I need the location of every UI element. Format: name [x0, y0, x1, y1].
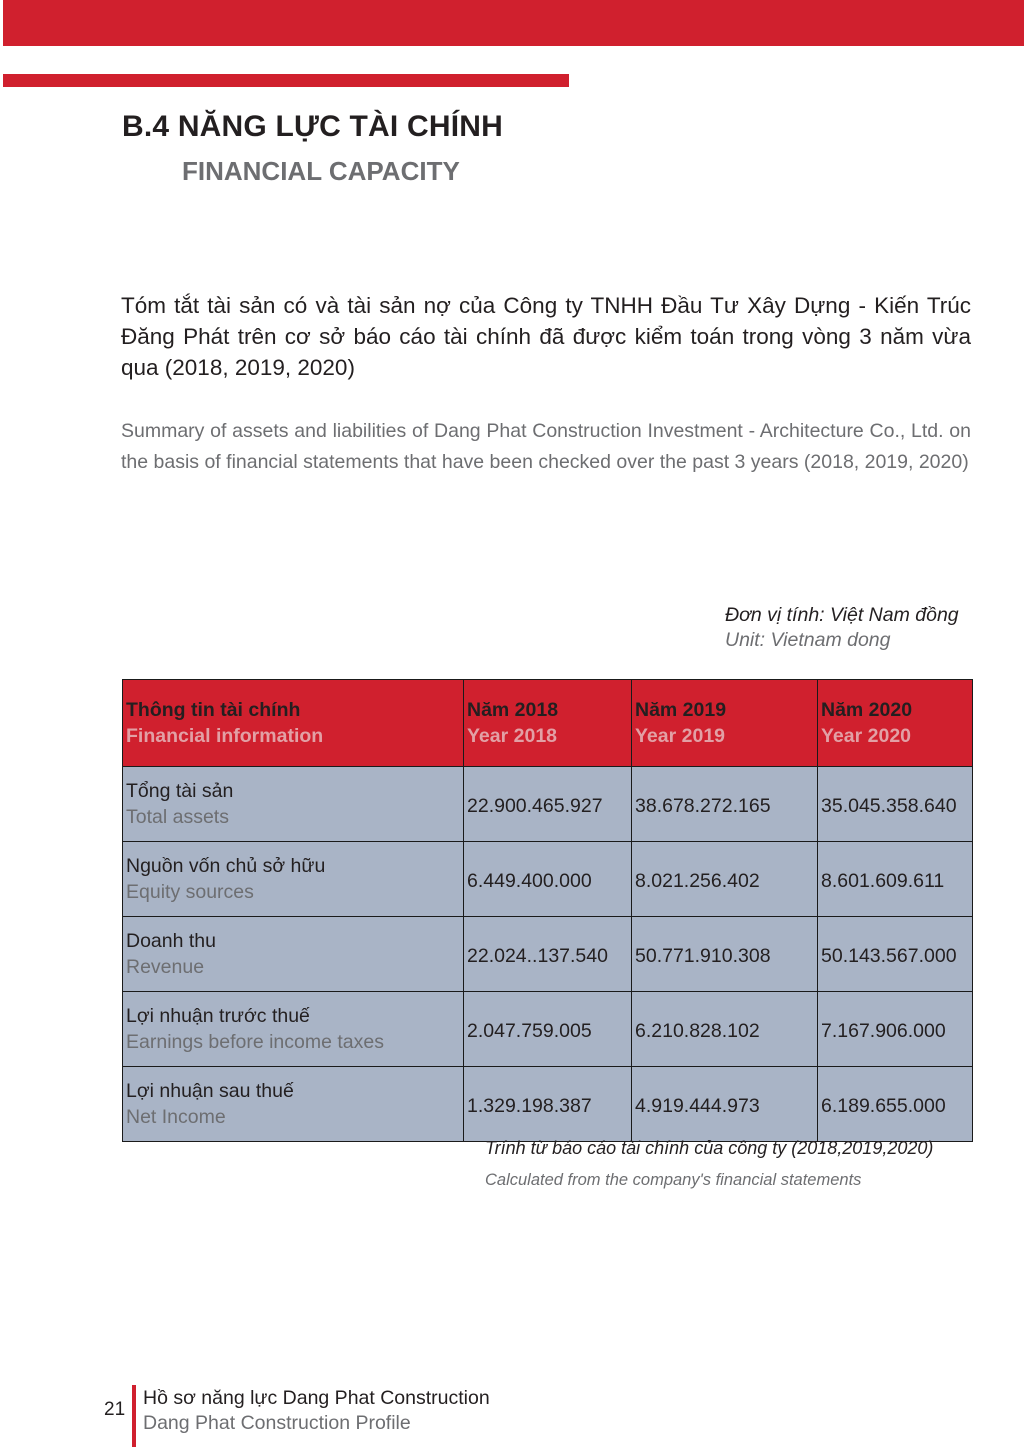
header-label-vi: Thông tin tài chính [126, 699, 301, 721]
row-label [123, 1067, 464, 1142]
table-row [123, 917, 973, 992]
intro-paragraph-vi: Tóm tắt tài sản có và tài sản nợ của Công ty TNHH Đầu Tư Xây Dựng - Kiến Trúc Đăng Phát trên cơ sở báo cáo tài chính đã được kiểm toán trong vòng 3 năm vừa qua (2018, 2019, 2020) [121, 293, 971, 380]
cell-value-2019: 38.678.272.165 [632, 767, 818, 842]
row-label-vi: Lợi nhuận sau thuế [126, 1080, 294, 1102]
row-label-en: Revenue [126, 956, 205, 978]
header-label-vi: Năm 2019 [635, 699, 727, 721]
header-financial-info [123, 680, 464, 767]
cell-value-2020: 6.189.655.000 [818, 1067, 973, 1142]
unit-note-en: Unit: Vietnam dong [725, 629, 891, 651]
row-label-en: Equity sources [126, 881, 254, 903]
table-row [123, 1067, 973, 1142]
table-row [123, 842, 973, 917]
row-label [123, 767, 464, 842]
header-label-en: Financial information [126, 725, 324, 747]
table-row [123, 767, 973, 842]
row-label-vi: Nguồn vốn chủ sở hữu [126, 855, 326, 877]
cell-value-2019: 50.771.910.308 [632, 917, 818, 992]
financial-table [122, 679, 973, 1142]
cell-value-2019: 6.210.828.102 [632, 992, 818, 1067]
cell-value-2018: 2.047.759.005 [464, 992, 632, 1067]
footer-title-vi: Hồ sơ năng lực Dang Phat Construction [143, 1387, 490, 1409]
header-label-en: Year 2020 [821, 725, 912, 747]
cell-value-2020: 50.143.567.000 [818, 917, 973, 992]
section-subtitle: FINANCIAL CAPACITY [182, 156, 460, 186]
header-label-en: Year 2019 [635, 725, 726, 747]
cell-value-2020: 35.045.358.640 [818, 767, 973, 842]
row-label-vi: Lợi nhuận trước thuế [126, 1005, 310, 1027]
row-label-en: Earnings before income taxes [126, 1031, 384, 1053]
cell-value-2019: 8.021.256.402 [632, 842, 818, 917]
intro-paragraph-en: Summary of assets and liabilities of Dang Phat Construction Investment - Architecture Co., Ltd. on the basis of financial statements that have been checked over the past 3 years (2018, 2019, 2020) [121, 420, 971, 473]
source-note-vi: Trính từ báo cáo tài chính của công ty (2018,2019,2020) [485, 1138, 934, 1158]
header-year-2018 [464, 680, 632, 767]
cell-value-2018: 6.449.400.000 [464, 842, 632, 917]
cell-value-2020: 7.167.906.000 [818, 992, 973, 1067]
row-label-en: Total assets [126, 806, 229, 828]
header-label-vi: Năm 2018 [467, 699, 559, 721]
cell-value-2020: 8.601.609.611 [818, 842, 973, 917]
header-year-2020 [818, 680, 973, 767]
section-title: B.4 NĂNG LỰC TÀI CHÍNH [122, 110, 503, 143]
page-number: 21 [104, 1399, 126, 1420]
source-note [485, 1136, 933, 1192]
header-label-vi: Năm 2020 [821, 699, 913, 721]
cell-value-2018: 22.024..137.540 [464, 917, 632, 992]
top-red-bar [3, 0, 1024, 46]
table-header-row [123, 680, 973, 767]
unit-note-vi: Đơn vị tính: Việt Nam đồng [725, 604, 959, 626]
row-label [123, 917, 464, 992]
footer-divider [132, 1385, 136, 1447]
top-red-stripe [3, 74, 569, 87]
row-label [123, 992, 464, 1067]
header-year-2019 [632, 680, 818, 767]
cell-value-2018: 22.900.465.927 [464, 767, 632, 842]
row-label-vi: Doanh thu [126, 930, 216, 952]
cell-value-2019: 4.919.444.973 [632, 1067, 818, 1142]
row-label-en: Net Income [126, 1106, 226, 1128]
header-label-en: Year 2018 [467, 725, 558, 747]
row-label [123, 842, 464, 917]
cell-value-2018: 1.329.198.387 [464, 1067, 632, 1142]
unit-note [725, 603, 959, 653]
row-label-vi: Tổng tài sản [126, 780, 234, 802]
source-note-en: Calculated from the company's financial statements [485, 1171, 862, 1189]
table-row [123, 992, 973, 1067]
footer-title-en: Dang Phat Construction Profile [143, 1412, 411, 1434]
